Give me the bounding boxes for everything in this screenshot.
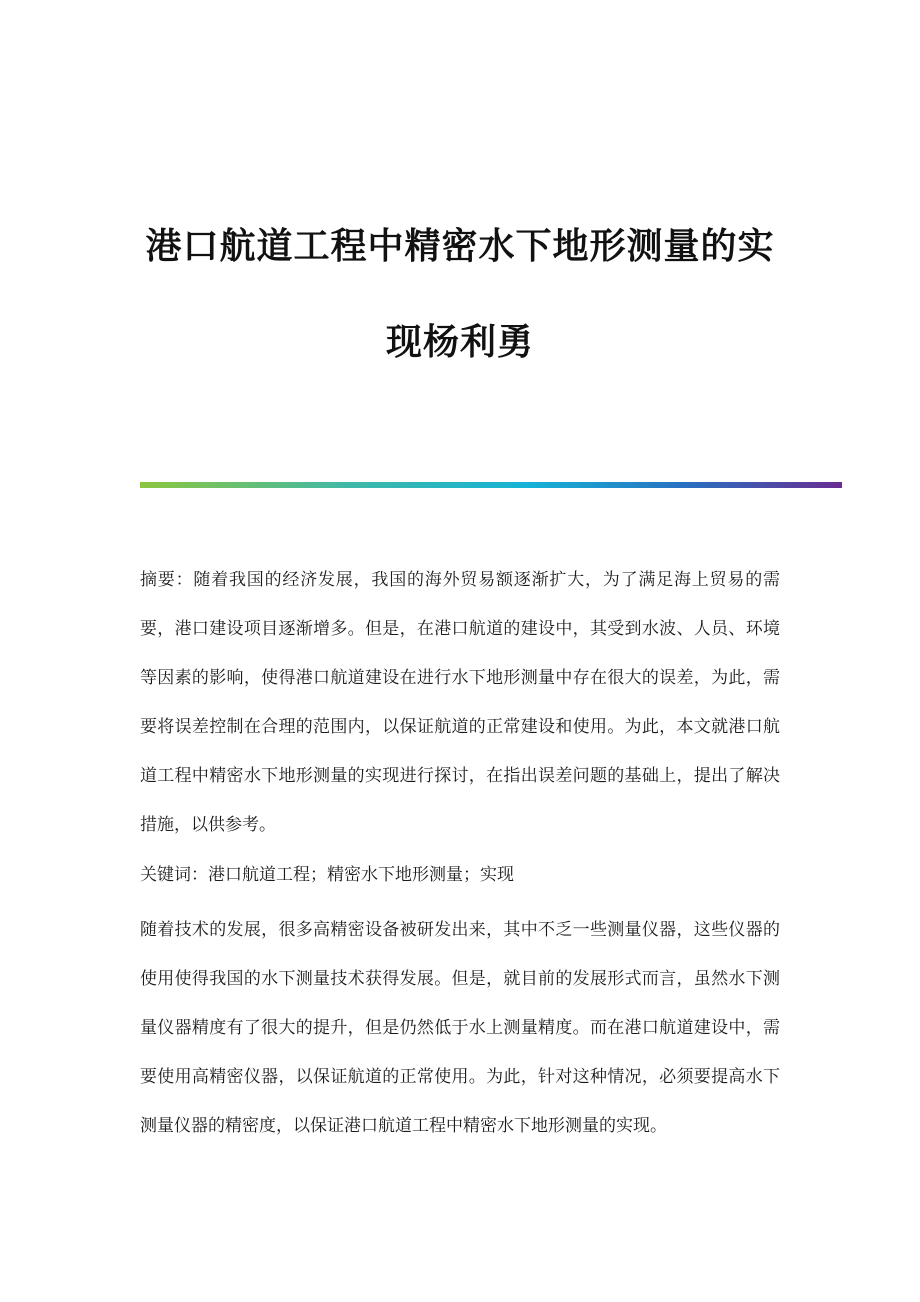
document-title-line-2: 现杨利勇: [385, 322, 534, 363]
gradient-divider: [140, 482, 842, 488]
body-paragraph: 随着技术的发展，很多高精密设备被研发出来，其中不乏一些测量仪器，这些仪器的使用使得我国的水下测量技术获得发展。但是，就目前的发展形式而言，虽然水下测量仪器精度有了很大的提升，但是仍然低于水上测量精度。而在港口航道建设中，需要使用高精密仪器，以保证航道的正常使用。为此，针对这种情况，必须要提高水下测量仪器的精密度，以保证港口航道工程中精密水下地形测量的实现。: [140, 920, 780, 1136]
abstract-paragraph: 摘要：随着我国的经济发展，我国的海外贸易额逐渐扩大，为了满足海上贸易的需要，港口建设项目逐渐增多。但是，在港口航道的建设中，其受到水波、人员、环境等因素的影响，使得港口航道建设在进行水下地形测量中存在很大的误差，为此，需要将误差控制在合理的范围内，以保证航道的正常建设和使用。为此，本文就港口航道工程中精密水下地形测量的实现进行探讨，在指出误差问题的基础上，提出了解决措施，以供参考。: [140, 570, 780, 835]
keywords-paragraph: 关键词：港口航道工程；精密水下地形测量；实现: [140, 865, 514, 885]
document-title-line-1: 港口航道工程中精密水下地形测量的实: [145, 226, 775, 267]
